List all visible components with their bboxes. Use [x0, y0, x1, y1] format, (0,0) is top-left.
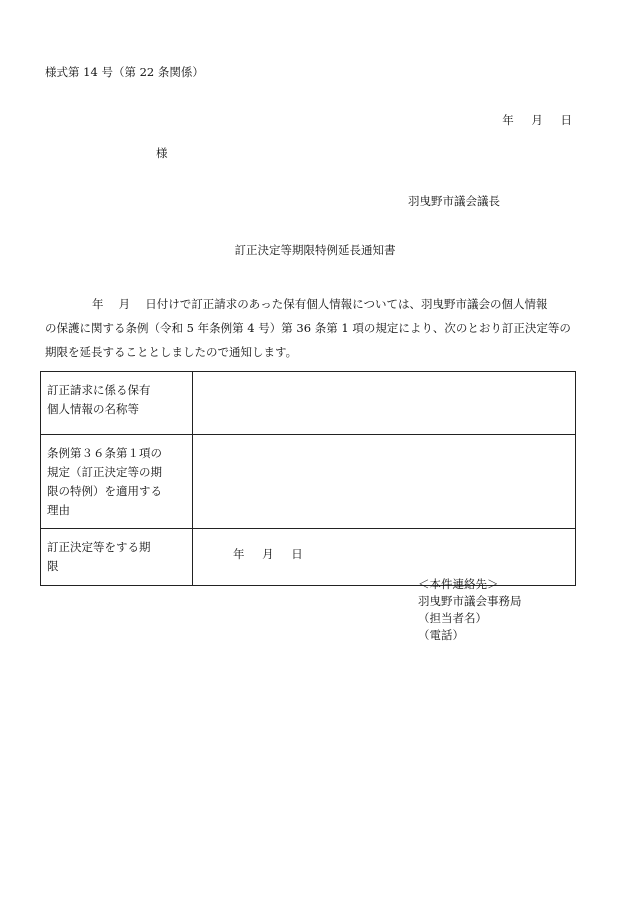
document-title: 訂正決定等期限特例延長通知書: [234, 243, 396, 257]
body-line-2: の保護に関する条例（令和 5 年条例第 4 号）第 36 条第 1 項の規定により、次のとおり訂正決定等の: [45, 321, 571, 335]
table-row: [41, 372, 576, 435]
table-row: [41, 435, 576, 529]
addressee: 様: [156, 146, 168, 160]
row-label-reason: 条例第３６条第１項の 規定（訂正決定等の期 限の特例）を適用する 理由: [41, 435, 193, 529]
row-value-info-name: [193, 372, 576, 435]
row-label-deadline: 訂正決定等をする期 限: [41, 529, 193, 586]
form-number: 様式第 14 号（第 22 条関係）: [45, 65, 204, 79]
body-line-1: 年 月 日付けで訂正請求のあった保有個人情報については、羽曳野市議会の個人情報: [92, 297, 548, 311]
row-label-info-name: 訂正請求に係る保有 個人情報の名称等: [41, 372, 193, 435]
contact-heading: ＜本件連絡先＞: [418, 577, 499, 591]
body-line-3: 期限を延長することとしましたので通知します。: [45, 345, 298, 359]
contact-person: （担当者名）: [418, 611, 487, 625]
contact-office: 羽曳野市議会事務局: [418, 594, 522, 608]
contact-phone: （電話）: [418, 628, 464, 642]
deadline-date: 年 月 日: [233, 547, 303, 561]
contact-block: [418, 576, 522, 644]
sender: 羽曳野市議会議長: [408, 194, 500, 208]
issue-date: 年 月 日: [502, 113, 572, 127]
body-text: [45, 292, 585, 364]
info-table: [40, 371, 576, 586]
row-value-reason: [193, 435, 576, 529]
